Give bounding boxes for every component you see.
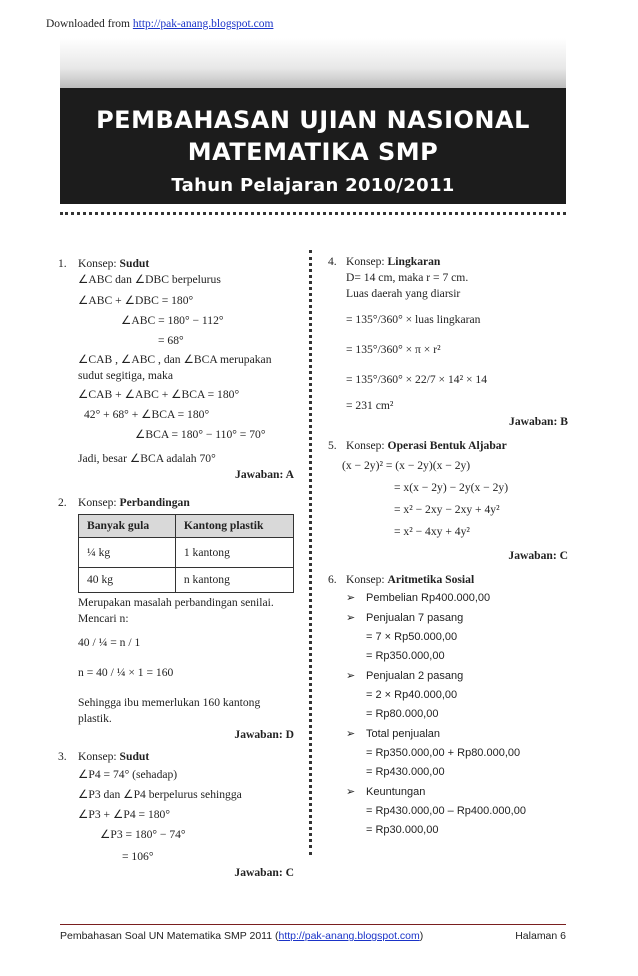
- list-item-title: Penjualan 7 pasang: [366, 612, 464, 624]
- q4-konsep: Lingkaran: [387, 255, 441, 268]
- q1-konsep: Sudut: [119, 257, 150, 270]
- q1-line: sudut segitiga, maka: [78, 369, 173, 382]
- q4-answer: Jawaban: B: [509, 415, 568, 428]
- arrow-bullet-icon: ➢: [346, 728, 356, 740]
- q5-number: 5.: [328, 439, 337, 452]
- right-column: [328, 254, 568, 838]
- q5-answer: Jawaban: C: [508, 549, 568, 562]
- footer-prefix: Pembahasan Soal UN Matematika SMP 2011 (: [60, 930, 279, 942]
- q2-line: plastik.: [78, 712, 112, 725]
- q5-line: (x − 2y)² = (x − 2y)(x − 2y): [342, 459, 471, 472]
- table-header-row: [79, 515, 294, 538]
- list-item: [346, 610, 568, 664]
- q3-line: ∠P3 dan ∠P4 berpelurus sehingga: [78, 788, 242, 801]
- question-6: [328, 572, 568, 838]
- q5-konsep-label: Konsep:: [346, 439, 388, 452]
- q1-line: ∠BCA = 180° − 110° = 70°: [135, 428, 266, 441]
- q2-equation: n = 40 / ¼ × 1 = 160: [78, 666, 174, 679]
- q2-equation: 40 / ¼ = n / 1: [78, 636, 141, 649]
- list-item-line: = Rp350.000,00 + Rp80.000,00: [366, 747, 521, 759]
- q2-konsep-label: Konsep:: [78, 496, 120, 509]
- ratio-table: [78, 514, 294, 593]
- q3-line: ∠P3 + ∠P4 = 180°: [78, 808, 170, 821]
- q5-line: = x(x − 2y) − 2y(x − 2y): [394, 481, 509, 494]
- q4-equation: = 135°/360° × π × r²: [346, 343, 441, 356]
- q6-konsep: Aritmetika Sosial: [387, 573, 475, 586]
- table-header-cell: Kantong plastik: [175, 515, 293, 538]
- q1-number: 1.: [58, 257, 67, 270]
- q2-number: 2.: [58, 496, 67, 509]
- list-item: [346, 668, 568, 722]
- left-column: [58, 256, 294, 881]
- arrow-bullet-icon: ➢: [346, 612, 356, 624]
- q1-answer: Jawaban: A: [235, 468, 294, 481]
- list-item: [346, 590, 568, 606]
- list-item-line: = Rp430.000,00: [366, 766, 445, 778]
- q5-line: = x² − 4xy + 4y²: [394, 525, 470, 538]
- header-gradient-strip: [60, 38, 566, 88]
- table-cell: ¼ kg: [79, 538, 176, 568]
- arrow-bullet-icon: ➢: [346, 592, 356, 604]
- q1-konsep-label: Konsep:: [78, 257, 120, 270]
- list-item-line: = Rp430.000,00 – Rp400.000,00: [366, 805, 526, 817]
- q3-line: ∠P3 = 180° − 74°: [100, 828, 186, 841]
- question-1: [58, 256, 294, 483]
- q3-answer: Jawaban: C: [234, 866, 294, 879]
- arrow-bullet-icon: ➢: [346, 786, 356, 798]
- q3-line: ∠P4 = 74° (sehadap): [78, 768, 178, 781]
- q6-number: 6.: [328, 573, 337, 586]
- list-item: [346, 784, 568, 838]
- list-item-title: Keuntungan: [366, 786, 426, 798]
- list-item: [346, 726, 568, 780]
- q1-conclusion: Jadi, besar ∠BCA adalah 70°: [78, 452, 216, 465]
- arrow-bullet-icon: ➢: [346, 670, 356, 682]
- q1-line: 42° + 68° + ∠BCA = 180°: [84, 408, 210, 421]
- table-row: [79, 538, 294, 568]
- table-header-cell: Banyak gula: [79, 515, 176, 538]
- q1-line: ∠ABC + ∠DBC = 180°: [78, 294, 194, 307]
- download-prefix: Downloaded from: [46, 18, 133, 30]
- table-cell: 1 kantong: [175, 538, 293, 568]
- list-item-line: = 7 × Rp50.000,00: [366, 631, 458, 643]
- q1-line: ∠CAB + ∠ABC + ∠BCA = 180°: [78, 388, 240, 401]
- q1-line: ∠ABC = 180° − 112°: [121, 314, 224, 327]
- table-row: [79, 568, 294, 593]
- q1-line: = 68°: [158, 334, 184, 347]
- header-dotted-divider: [60, 212, 566, 215]
- header-banner: [60, 38, 566, 204]
- q3-number: 3.: [58, 750, 67, 763]
- list-item-title: Pembelian Rp400.000,00: [366, 592, 491, 604]
- q1-line: ∠ABC dan ∠DBC berpelurus: [78, 273, 221, 286]
- download-line: [46, 18, 273, 30]
- list-item-title: Total penjualan: [366, 728, 441, 740]
- q3-konsep-label: Konsep:: [78, 750, 120, 763]
- q4-line: Luas daerah yang diarsir: [346, 287, 461, 300]
- q4-number: 4.: [328, 255, 337, 268]
- q4-equation: = 135°/360° × 22/7 × 14² × 14: [346, 373, 487, 386]
- list-item-line: = 2 × Rp40.000,00: [366, 689, 458, 701]
- question-2: [58, 495, 294, 743]
- download-link[interactable]: http://pak-anang.blogspot.com: [132, 18, 274, 30]
- page-footer: [60, 924, 566, 942]
- list-item-line: = Rp30.000,00: [366, 824, 439, 836]
- column-dotted-divider: [309, 250, 312, 855]
- list-item-title: Penjualan 2 pasang: [366, 670, 464, 682]
- q2-line: Mencari n:: [78, 612, 129, 625]
- q2-answer: Jawaban: D: [234, 728, 294, 741]
- question-3: [58, 749, 294, 881]
- header-title-line1: PEMBAHASAN UJIAN NASIONAL: [96, 106, 530, 134]
- question-4: [328, 254, 568, 430]
- footer-suffix: ): [419, 930, 424, 942]
- q6-konsep-label: Konsep:: [346, 573, 388, 586]
- question-5: [328, 438, 568, 564]
- q4-line: D= 14 cm, maka r = 7 cm.: [346, 271, 469, 284]
- list-item-line: = Rp80.000,00: [366, 708, 439, 720]
- header-title-line2: MATEMATIKA SMP: [187, 138, 439, 166]
- q3-line: = 106°: [122, 850, 154, 863]
- q4-equation: = 135°/360° × luas lingkaran: [346, 313, 481, 326]
- q3-konsep: Sudut: [119, 750, 150, 763]
- q4-result: = 231 cm²: [346, 399, 394, 412]
- header-subtitle: Tahun Pelajaran 2010/2011: [171, 175, 455, 196]
- q6-list: [346, 590, 568, 838]
- footer-link[interactable]: http://pak-anang.blogspot.com: [278, 930, 420, 942]
- q2-line: Merupakan masalah perbandingan senilai.: [78, 596, 274, 609]
- list-item-line: = Rp350.000,00: [366, 650, 445, 662]
- table-cell: 40 kg: [79, 568, 176, 593]
- table-cell: n kantong: [175, 568, 293, 593]
- page-number: Halaman 6: [515, 930, 566, 942]
- q1-line: ∠CAB , ∠ABC , dan ∠BCA merupakan: [78, 353, 272, 366]
- q5-line: = x² − 2xy − 2xy + 4y²: [394, 503, 500, 516]
- q4-konsep-label: Konsep:: [346, 255, 388, 268]
- q2-konsep: Perbandingan: [119, 496, 190, 509]
- q2-line: Sehingga ibu memerlukan 160 kantong: [78, 696, 261, 709]
- q5-konsep: Operasi Bentuk Aljabar: [387, 439, 507, 452]
